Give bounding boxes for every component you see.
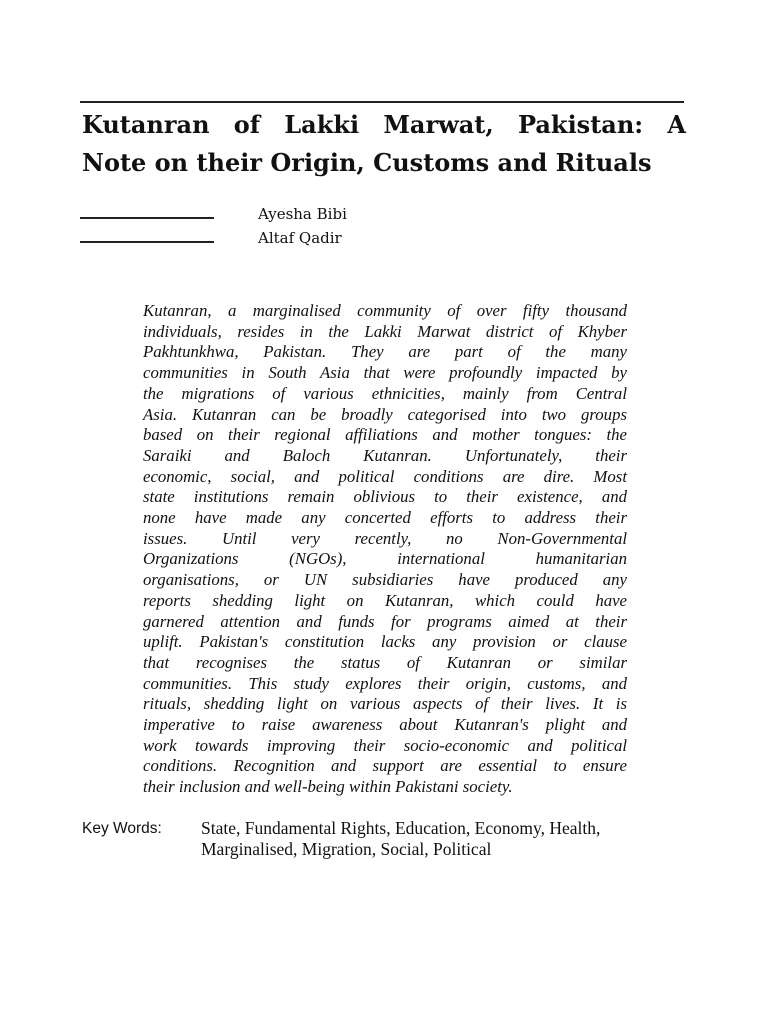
paper-title-line: Note on their Origin, Customs and Rituals [82, 148, 652, 177]
abstract-line: based on their regional affiliations and mother tongues: the [143, 425, 627, 445]
paper-title-line: Kutanran of Lakki Marwat, Pakistan: A [82, 110, 686, 139]
abstract-line: conditions. Recognition and support are essential to ensure [143, 756, 627, 776]
abstract [143, 301, 627, 798]
author-name: Altaf Qadir [258, 229, 342, 247]
abstract-line: Organizations (NGOs), international humanitarian [143, 549, 627, 569]
abstract-line: reports shedding light on Kutanran, which could have [143, 590, 627, 610]
abstract-line: imperative to raise awareness about Kutanran's plight and [143, 715, 627, 735]
author-block [80, 203, 480, 251]
author-row [80, 227, 480, 251]
keywords-label: Key Words: [82, 820, 162, 837]
abstract-line: rituals, shedding light on various aspects of their lives. It is [143, 694, 627, 714]
author-rule [80, 217, 214, 219]
abstract-line: that recognises the status of Kutanran or similar [143, 652, 627, 672]
abstract-line: Saraiki and Baloch Kutanran. Unfortunately, their [143, 445, 627, 465]
abstract-line: economic, social, and political conditions are dire. Most [143, 466, 627, 486]
keywords-line: Marginalised, Migration, Social, Political [201, 839, 492, 859]
paper-title [82, 106, 686, 182]
abstract-line: communities in South Asia that were profoundly impacted by [143, 363, 627, 383]
abstract-line: their inclusion and well-being within Pakistani society. [143, 777, 513, 797]
abstract-line: individuals, resides in the Lakki Marwat district of Khyber [143, 321, 627, 341]
abstract-line: garnered attention and funds for programs aimed at their [143, 611, 627, 631]
title-top-rule [80, 101, 684, 103]
keywords-list [201, 818, 681, 860]
abstract-line: state institutions remain oblivious to their existence, and [143, 487, 627, 507]
abstract-line: Pakhtunkhwa, Pakistan. They are part of the many [143, 342, 627, 362]
abstract-line: Asia. Kutanran can be broadly categorised into two groups [143, 404, 627, 424]
abstract-line: uplift. Pakistan's constitution lacks any provision or clause [143, 632, 627, 652]
abstract-line: the migrations of various ethnicities, mainly from Central [143, 383, 627, 403]
author-name: Ayesha Bibi [258, 205, 347, 223]
abstract-line: none have made any concerted efforts to address their [143, 508, 627, 528]
author-row [80, 203, 480, 227]
abstract-line: organisations, or UN subsidiaries have produced any [143, 570, 627, 590]
abstract-line: work towards improving their socio-economic and political [143, 735, 627, 755]
abstract-line: Kutanran, a marginalised community of over fifty thousand [143, 301, 627, 320]
keywords-line: State, Fundamental Rights, Education, Economy, Health, [201, 818, 601, 838]
abstract-line: issues. Until very recently, no Non-Governmental [143, 528, 627, 548]
abstract-line: communities. This study explores their origin, customs, and [143, 673, 627, 693]
author-rule [80, 241, 214, 243]
